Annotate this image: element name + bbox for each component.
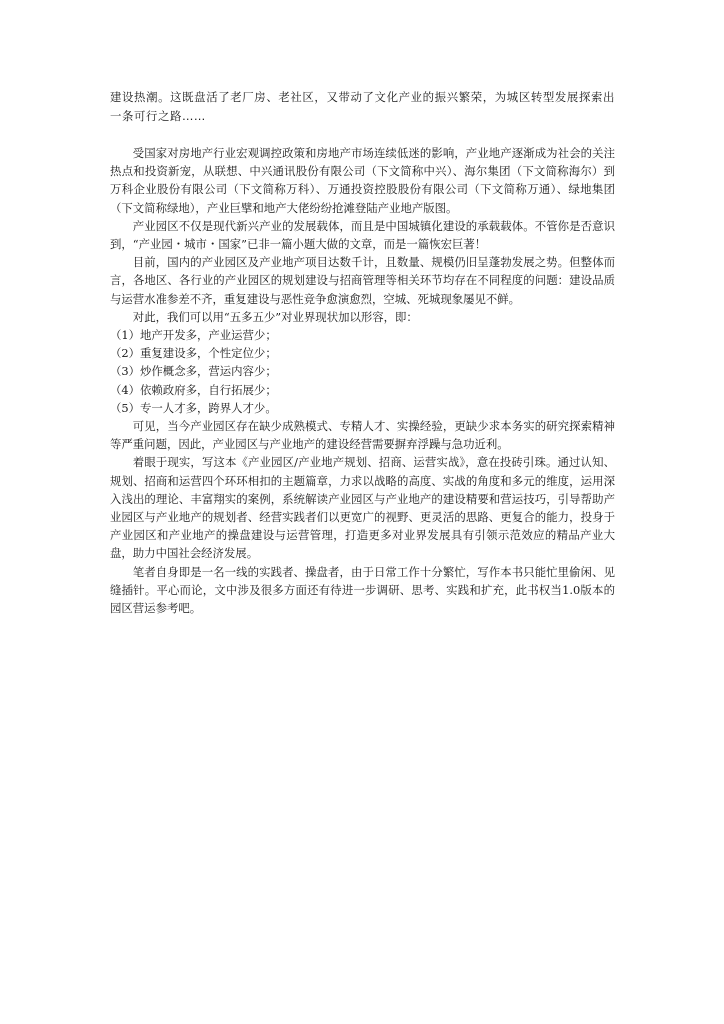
list-item: （1）地产开发多，产业运营少； xyxy=(110,328,277,343)
body-paragraph: 产业园区不仅是现代新兴产业的发展载体，而且是中国城镇化建设的承载载体。不管你是否意识到，“产业园・城市・国家”已非一篇小题大做的文章，而是一篇恢宏巨著！ xyxy=(110,218,615,252)
body-paragraph: 目前，国内的产业园区及产业地产项目达数千计，且数量、规模仍旧呈蓬勃发展之势。但整体而言，各地区、各行业的产业园区的规划建设与招商管理等相关环节均存在不同程度的问题：建设品质与运营水准参差不齐，重复建设与恶性竞争愈演愈烈，空城、死城现象屡见不鲜。 xyxy=(110,255,615,306)
list-item: （2）重复建设多，个性定位少； xyxy=(110,346,277,361)
list-item: （5）专一人才多，跨界人才少。 xyxy=(110,400,277,415)
document-page xyxy=(110,88,615,617)
body-paragraph: 对此，我们可以用“五多五少”对业界现状加以形容，即： xyxy=(132,309,418,324)
list-item: （4）依赖政府多，自行拓展少； xyxy=(110,382,277,397)
body-paragraph: 可见，当今产业园区存在缺少成熟模式、专精人才、实操经验，更缺少求本务实的研究探索精神等严重问题，因此，产业园区与产业地产的建设经营需要摒弃浮躁与急功近利。 xyxy=(110,419,615,452)
list-item: （3）炒作概念多，营运内容少； xyxy=(110,364,277,379)
body-paragraph: 笔者自身即是一名一线的实践者、操盘者，由于日常工作十分繁忙，写作本书只能忙里偷闲、见缝插针。平心而论，文中涉及很多方面还有待进一步调研、思考、实践和扩充，此书权当1.0版本的园区营运参考吧。 xyxy=(110,564,615,616)
body-paragraph: 着眼于现实，写这本《产业园区/产业地产规划、招商、运营实战》，意在投砖引珠。通过认知、规划、招商和运营四个环环相扣的主题篇章，力求以战略的高度、实战的角度和多元的维度，运用深入浅出的理论、丰富翔实的案例，系统解读产业园区与产业地产的建设精要和营运技巧，引导帮助产业园区与产业地产的规划者、经营实践者们以更宽广的视野、更灵活的思路、更复合的能力，投身于产业园区和产业地产的操盘建设与运营管理，打造更多对业界发展具有引领示范效应的精品产业大盘，助力中国社会经济发展。 xyxy=(110,455,615,561)
intro-fragment: 建设热潮。这既盘活了老厂房、老社区，又带动了文化产业的振兴繁荣，为城区转型发展探索出一条可行之路…… xyxy=(110,90,615,123)
body-paragraph: 受国家对房地产行业宏观调控政策和房地产市场连续低迷的影响，产业地产逐渐成为社会的关注热点和投资新宠，从联想、中兴通讯股份有限公司（下文简称中兴）、海尔集团（下文简称海尔）到万科企业股份有限公司（下文简称万科）、万通投资控股股份有限公司（下文简称万通）、绿地集团（下文简称绿地），产业巨擘和地产大佬纷纷抢滩登陆产业地产版图。 xyxy=(110,146,615,215)
